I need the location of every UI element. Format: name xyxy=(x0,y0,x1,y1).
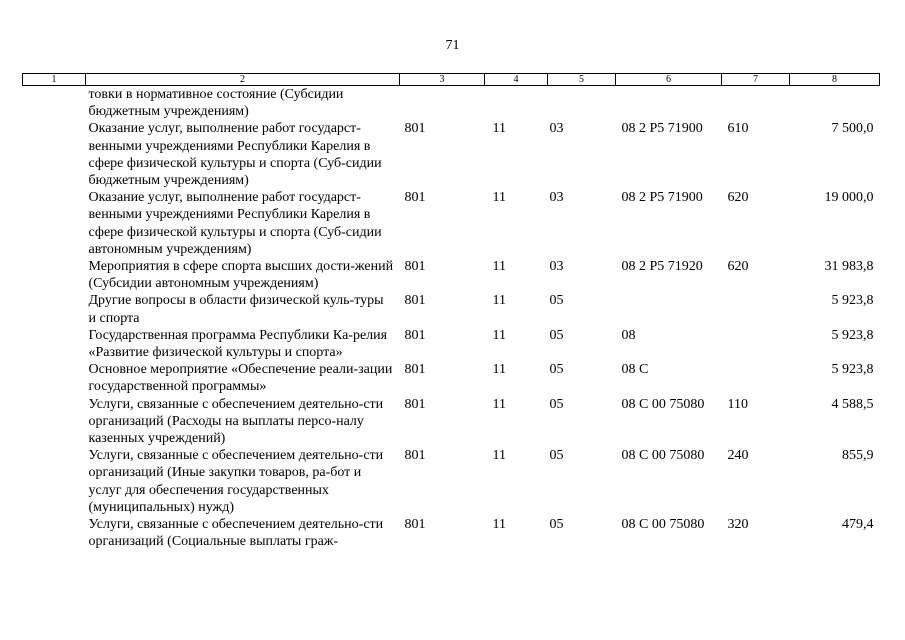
section-code-cell: 11 xyxy=(492,362,506,378)
section-code-cell: 11 xyxy=(492,121,506,137)
table-row xyxy=(23,447,880,516)
target-article-cell: 08 2 Р5 71920 xyxy=(621,259,703,275)
subsection-code-cell xyxy=(548,86,616,121)
ministry-code-cell: 801 xyxy=(404,517,426,533)
section-code-cell: 11 xyxy=(492,517,506,533)
table-row xyxy=(23,258,880,292)
subsection-code-cell: 05 xyxy=(549,327,564,343)
section-code-cell xyxy=(485,86,548,121)
subsection-code-cell: 05 xyxy=(549,517,564,533)
row-number-cell xyxy=(23,189,86,258)
row-number-cell xyxy=(23,292,86,326)
ministry-code-cell: 801 xyxy=(404,327,426,343)
table-row xyxy=(23,120,880,189)
amount-cell: 5 923,8 xyxy=(831,327,874,343)
target-article-cell xyxy=(616,86,722,121)
expense-type-cell xyxy=(722,327,790,361)
expense-type-cell xyxy=(722,86,790,121)
amount-cell: 7 500,0 xyxy=(831,121,874,137)
ministry-code-cell: 801 xyxy=(404,293,426,309)
expense-name-cell: Другие вопросы в области физической куль-туры и спорта xyxy=(88,293,384,326)
row-number-cell xyxy=(23,86,86,121)
column-header: 1 xyxy=(23,74,86,86)
target-article-cell: 08 xyxy=(621,327,636,343)
section-code-cell: 11 xyxy=(492,293,506,309)
table-header xyxy=(23,74,880,86)
section-code-cell: 11 xyxy=(492,396,506,412)
subsection-code-cell: 05 xyxy=(549,448,564,464)
ministry-code-cell xyxy=(400,86,485,121)
amount-cell: 5 923,8 xyxy=(831,362,874,378)
column-header: 5 xyxy=(548,74,616,86)
expense-name-cell: Услуги, связанные с обеспечением деятельно-сти организаций (Расходы на выплаты персо-налу казенных учреждений) xyxy=(88,396,384,447)
target-article-cell: 08 С 00 75080 xyxy=(621,396,705,412)
ministry-code-cell: 801 xyxy=(404,448,426,464)
column-header: 4 xyxy=(485,74,548,86)
table-row xyxy=(23,189,880,258)
column-numbers-row xyxy=(23,74,880,86)
amount-cell xyxy=(790,86,880,121)
section-code-cell: 11 xyxy=(492,190,506,206)
expense-type-cell: 610 xyxy=(727,121,749,137)
table-row xyxy=(23,516,880,550)
subsection-code-cell: 03 xyxy=(549,121,564,137)
target-article-cell: 08 С 00 75080 xyxy=(621,448,705,464)
expense-name-cell: Оказание услуг, выполнение работ государст-венными учреждениями Республики Карелия в сфере физической культуры и спорта (Суб-сидии бюджетным учреждениям) xyxy=(88,121,382,189)
table-row xyxy=(23,86,880,121)
ministry-code-cell: 801 xyxy=(404,362,426,378)
amount-cell: 855,9 xyxy=(842,448,874,464)
target-article-cell: 08 2 Р5 71900 xyxy=(621,121,703,137)
amount-cell: 479,4 xyxy=(842,517,874,533)
row-number-cell xyxy=(23,447,86,516)
column-header: 6 xyxy=(616,74,722,86)
target-article-cell: 08 С 00 75080 xyxy=(621,517,705,533)
row-number-cell xyxy=(23,361,86,395)
amount-cell: 19 000,0 xyxy=(824,190,874,206)
expense-type-cell xyxy=(722,292,790,326)
expense-type-cell xyxy=(722,361,790,395)
table-row xyxy=(23,361,880,395)
column-header: 3 xyxy=(400,74,485,86)
subsection-code-cell: 03 xyxy=(549,259,564,275)
expense-type-cell: 320 xyxy=(727,517,749,533)
amount-cell: 31 983,8 xyxy=(824,259,874,275)
expense-name-cell: Услуги, связанные с обеспечением деятельно-сти организаций (Социальные выплаты граж- xyxy=(88,517,384,550)
subsection-code-cell: 05 xyxy=(549,396,564,412)
expense-type-cell: 240 xyxy=(727,448,749,464)
expense-type-cell: 110 xyxy=(727,396,748,412)
section-code-cell: 11 xyxy=(492,448,506,464)
column-header: 8 xyxy=(790,74,880,86)
subsection-code-cell: 05 xyxy=(549,293,564,309)
row-number-cell xyxy=(23,516,86,550)
expense-type-cell: 620 xyxy=(727,190,749,206)
target-article-cell: 08 2 Р5 71900 xyxy=(621,190,703,206)
ministry-code-cell: 801 xyxy=(404,396,426,412)
expense-name-cell: Государственная программа Республики Ка-релия «Развитие физической культуры и спорта» xyxy=(88,327,388,361)
expense-type-cell: 620 xyxy=(727,259,749,275)
table-row xyxy=(23,327,880,361)
column-header: 7 xyxy=(722,74,790,86)
section-code-cell: 11 xyxy=(492,259,506,275)
row-number-cell xyxy=(23,258,86,292)
expense-name-cell: Услуги, связанные с обеспечением деятельно-сти организаций (Иные закупки товаров, ра-бот и услуг для обеспечения государственных (муниципальных) нужд) xyxy=(88,448,384,515)
expense-name-cell: товки в нормативное состояние (Субсидии бюджетным учреждениям) xyxy=(88,87,344,120)
row-number-cell xyxy=(23,396,86,448)
column-header: 2 xyxy=(86,74,400,86)
row-number-cell xyxy=(23,327,86,361)
subsection-code-cell: 05 xyxy=(549,362,564,378)
row-number-cell xyxy=(23,120,86,189)
subsection-code-cell: 03 xyxy=(549,190,564,206)
expense-name-cell: Основное мероприятие «Обеспечение реали-зации государственной программы» xyxy=(88,362,393,395)
ministry-code-cell: 801 xyxy=(404,190,426,206)
expense-name-cell: Мероприятия в сфере спорта высших дости-жений (Субсидии автономным учреждениям) xyxy=(88,259,394,292)
amount-cell: 4 588,5 xyxy=(831,396,874,412)
ministry-code-cell: 801 xyxy=(404,259,426,275)
table-row xyxy=(23,292,880,326)
expense-name-cell: Оказание услуг, выполнение работ государст-венными учреждениями Республики Карелия в сфере физической культуры и спорта (Суб-сидии автономным учреждениям) xyxy=(88,190,382,257)
ministry-code-cell: 801 xyxy=(404,121,426,137)
page-number: 71 xyxy=(445,38,460,53)
table-row xyxy=(23,396,880,448)
target-article-cell: 08 С xyxy=(621,362,649,378)
amount-cell: 5 923,8 xyxy=(831,293,874,309)
budget-table xyxy=(22,73,880,550)
section-code-cell: 11 xyxy=(492,327,506,343)
target-article-cell xyxy=(616,292,722,326)
